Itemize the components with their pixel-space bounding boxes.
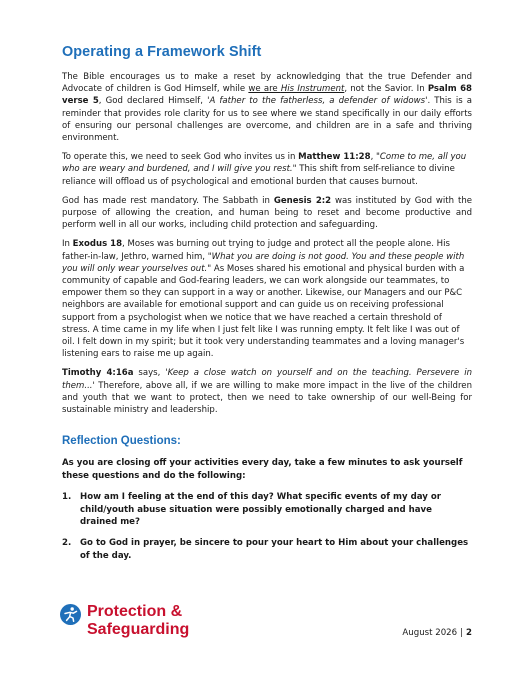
p1-text-a: The Bible encourages us to make a reset by acknowledging that the true Defender and Advocate of children is God Himself, while <box>62 72 472 95</box>
page-footer <box>402 628 472 638</box>
brand-line-2: Safeguarding <box>87 621 190 638</box>
p1-ref-psalm: Psalm 68 verse 5 <box>62 84 472 107</box>
brand-line-1: Protection & <box>87 603 183 620</box>
footer-separator: | <box>460 628 464 638</box>
p5-ref-timothy: Timothy 4:16a <box>62 368 134 379</box>
p4-ref-exodus: Exodus 18 <box>72 239 123 250</box>
question-number: 2. <box>62 538 72 549</box>
person-figure-icon <box>60 604 81 625</box>
p4-text-c: , Moses was burning out trying to judge and protect all the people alone. His father-in-law, Jethro, warned him, <box>62 239 450 262</box>
p1-text-h: . This is a reminder that provides role clarity for us to see where we stand specifically in our daily efforts of ensuring our personal challenges are overcome, and children are in a safe and thriving environment. <box>62 96 472 144</box>
p2-text-c: , <box>370 152 376 163</box>
reflection-intro: As you are closing off your activities every day, take a few minutes to ask yourself these questions and do the following: <box>62 458 463 481</box>
p2-quote: "Come to me, all you who are weary and burdened, and I will give you rest." <box>62 152 467 175</box>
p1-text-c: His Instrument <box>280 84 345 95</box>
p5-quote: 'Keep a close watch on yourself and on the teaching. Persevere in them...' <box>62 368 472 391</box>
question-text: Go to God in prayer, be sincere to pour your heart to Him about your challenges of the day. <box>80 538 469 561</box>
p2-ref-matthew: Matthew 11:28 <box>298 152 371 163</box>
paragraph-2 <box>62 151 472 188</box>
paragraph-5 <box>62 367 472 416</box>
p4-quote: "What you are doing is not good. You and these people with you will only wear yourselves out." <box>62 251 465 274</box>
p2-text-a: To operate this, we need to seek God who invites us in <box>62 152 299 163</box>
reflection-questions <box>62 491 472 562</box>
paragraph-1 <box>62 71 472 144</box>
p1-quote: 'A father to the fatherless, a defender of widows' <box>207 96 428 107</box>
reflection-heading: Reflection Questions: <box>62 435 181 448</box>
p3-text-c: was instituted by God with the purpose of allowing the creation, and human being to reset and become productive and perform well in all our works, including child protection and safeguarding. <box>62 195 472 231</box>
question-item <box>62 537 472 562</box>
question-text: How am I feeling at the end of this day? What specific events of my day or child/youth abuse situation were possibly emotionally charged and have drained me? <box>80 492 442 527</box>
question-number: 1. <box>62 492 72 503</box>
p5-text-b: says, <box>133 368 166 379</box>
footer-date: August 2026 <box>402 628 458 638</box>
p1-text-b: we are <box>248 84 281 95</box>
paragraph-3 <box>62 195 472 232</box>
p4-text-a: In <box>62 239 73 250</box>
p2-text-e: This shift from self-reliance to divine reliance will offload us of psychological and emotional burden that causes burnout. <box>62 164 455 187</box>
p5-text-d: Therefore, above all, if we are willing to make more impact in the live of the children and youth that we want to protect, then we need to take ownership of our well-Being for sustainable ministry and leadership. <box>62 380 472 416</box>
question-item <box>62 491 472 528</box>
main-content <box>62 44 472 571</box>
p3-ref-genesis: Genesis 2:2 <box>273 195 332 206</box>
brand-name <box>87 603 189 639</box>
p1-text-f: , God declared Himself, <box>98 96 208 107</box>
p1-text-d: , not the Savior. In <box>344 84 428 95</box>
paragraph-4 <box>62 238 472 360</box>
p4-text-e: As Moses shared his emotional and physical burden with a community of capable and God-fearing leaders, we can work alongside our teammates, to empower them so they can support in a way or another. Likewise, our Managers and our P&C neighbors are available for emotional support and can guide us on receiving professional support from a psychologist when we notice that we have reached a certain threshold of stress. A time came in my life when I just felt like I was running empty. It felt like I was out of oil. I felt down in my spirit; but it took very understanding teammates and a loving manager's listening ears to raise me up again. <box>62 263 465 360</box>
footer-logo <box>60 603 189 639</box>
page-title: Operating a Framework Shift <box>62 44 262 60</box>
p3-text-a: God has made rest mandatory. The Sabbath in <box>62 195 274 206</box>
page-number: 2 <box>466 628 472 638</box>
